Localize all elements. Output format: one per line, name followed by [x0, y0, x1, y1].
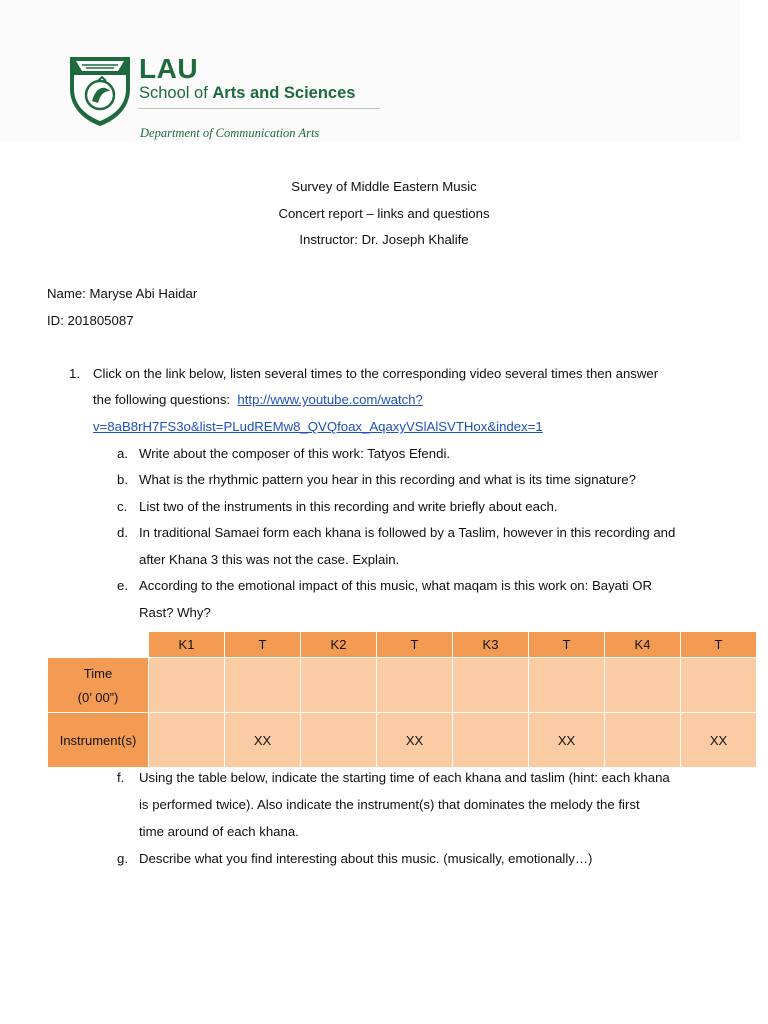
time-cell[interactable] [301, 658, 377, 713]
table-header-cell: K4 [605, 632, 681, 658]
subquestion-a-text: Write about the composer of this work: Tatyos Efendi. [139, 446, 451, 461]
instrument-cell[interactable]: XX [377, 713, 453, 768]
table-header-cell: K3 [453, 632, 529, 658]
subquestion-d-text-line2: after Khana 3 this was not the case. Explain. [139, 552, 400, 567]
letterhead-divider [138, 108, 380, 109]
time-row-label: Time (0’ 00”) [48, 658, 149, 713]
instrument-row-label: Instrument(s) [48, 713, 149, 768]
subquestion-letter: g. [117, 851, 128, 866]
table-header-cell: T [225, 632, 301, 658]
time-cell[interactable] [681, 658, 757, 713]
school-name: School of Arts and Sciences [139, 84, 356, 102]
youtube-link-part2[interactable]: v=8aB8rH7FS3o&list=PLudREMw8_QVQfoax_AqaxyVSlAlSVTHox&index=1 [93, 419, 543, 434]
table-header-cell: K2 [301, 632, 377, 658]
logo-text: LAU [139, 53, 199, 84]
table-row-time [48, 658, 757, 713]
subquestion-d-text-line1: In traditional Samaei form each khana is followed by a Taslim, however in this recording and [139, 525, 676, 540]
instrument-cell[interactable] [301, 713, 377, 768]
table-header-row [48, 632, 757, 658]
instrument-cell[interactable] [605, 713, 681, 768]
subquestion-c-text: List two of the instruments in this recording and write briefly about each. [139, 499, 558, 514]
instrument-cell[interactable] [149, 713, 225, 768]
instrument-cell[interactable]: XX [225, 713, 301, 768]
table-corner-cell [48, 632, 149, 658]
question-text-line2: the following questions: http://www.youtube.com/watch? [93, 392, 423, 407]
table-header-cell: T [377, 632, 453, 658]
department-name: Department of Communication Arts [140, 126, 320, 140]
instructor-line: Instructor: Dr. Joseph Khalife [299, 232, 469, 247]
instrument-cell[interactable] [453, 713, 529, 768]
subquestion-letter: e. [117, 578, 128, 593]
table-header-cell: K1 [149, 632, 225, 658]
subquestion-letter: f. [117, 770, 125, 785]
subquestion-b-text: What is the rhythmic pattern you hear in this recording and what is its time signature? [139, 472, 636, 487]
lau-shield-logo-icon [68, 55, 132, 127]
table-row-instrument [48, 713, 757, 768]
subquestion-letter: c. [117, 499, 128, 514]
instrument-cell[interactable]: XX [681, 713, 757, 768]
subquestion-f-text-line1: Using the table below, indicate the starting time of each khana and taslim (hint: each khana [139, 770, 670, 785]
time-cell[interactable] [377, 658, 453, 713]
time-cell[interactable] [149, 658, 225, 713]
time-cell[interactable] [225, 658, 301, 713]
table-header-cell: T [529, 632, 605, 658]
student-id: ID: 201805087 [47, 313, 134, 328]
student-name: Name: Maryse Abi Haidar [47, 286, 198, 301]
course-title: Survey of Middle Eastern Music [291, 179, 477, 194]
khana-taslim-table [47, 631, 757, 768]
subquestion-letter: a. [117, 446, 128, 461]
report-title: Concert report – links and questions [278, 206, 490, 221]
question-number: 1. [69, 366, 80, 381]
subquestion-letter: d. [117, 525, 128, 540]
subquestion-f-text-line3: time around of each khana. [139, 824, 299, 839]
question-text-line1: Click on the link below, listen several times to the corresponding video several times then answer [93, 366, 659, 381]
table-header-cell: T [681, 632, 757, 658]
subquestion-e-text-line2: Rast? Why? [139, 605, 211, 620]
youtube-link-part1[interactable]: http://www.youtube.com/watch? [237, 392, 423, 407]
time-cell[interactable] [529, 658, 605, 713]
subquestion-e-text-line1: According to the emotional impact of this music, what maqam is this work on: Bayati OR [139, 578, 653, 593]
subquestion-g-text: Describe what you find interesting about this music. (musically, emotionally…) [139, 851, 593, 866]
time-cell[interactable] [605, 658, 681, 713]
subquestion-letter: b. [117, 472, 128, 487]
instrument-cell[interactable]: XX [529, 713, 605, 768]
subquestion-f-text-line2: is performed twice). Also indicate the instrument(s) that dominates the melody the first [139, 797, 640, 812]
time-cell[interactable] [453, 658, 529, 713]
